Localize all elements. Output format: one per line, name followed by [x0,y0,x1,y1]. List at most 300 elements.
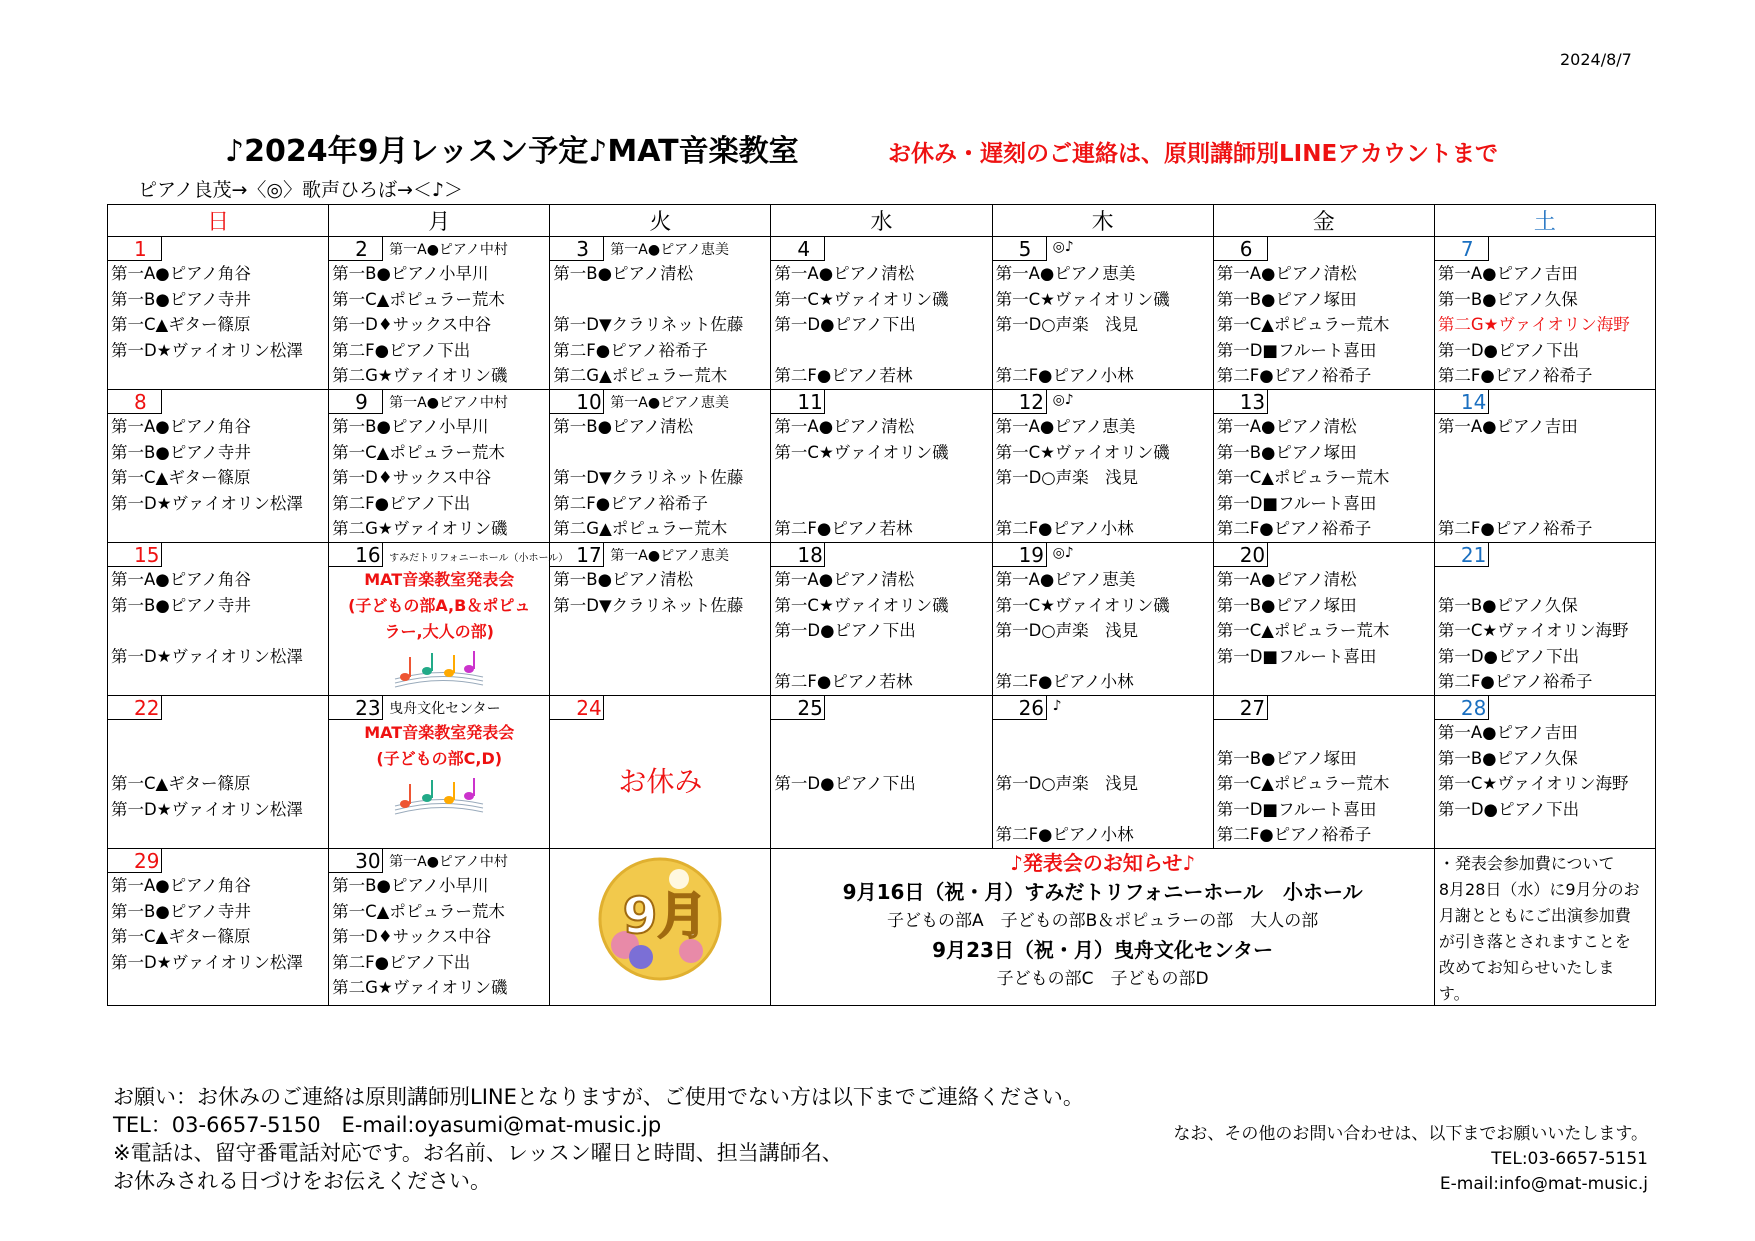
lesson-item: 第一D▼クラリネット佐藤 [553,315,744,334]
day-number: 1 [108,237,162,261]
day-header-note: 第一A●ピアノ恵美 [610,242,729,258]
lesson-item [553,669,770,695]
fee-note-cell [1434,849,1655,1006]
lesson-list [993,414,1213,542]
day-cell-22 [108,696,329,849]
lesson-item: 第一D★ヴァイオリン松澤 [111,646,303,666]
day-cell-body [550,237,770,389]
lesson-item: 第一C▲ギター篠原 [111,468,251,487]
day-number: 6 [1214,237,1268,261]
lesson-item [774,491,991,517]
fee-note-line: す。 [1438,984,1470,1003]
day-header [108,390,328,414]
lesson-item [996,491,1213,517]
day-header [329,543,569,567]
recital-line: MAT音楽教室発表会 [364,723,515,742]
date-stamp: 2024/8/7 [1560,50,1632,69]
lesson-item: 第一C▲ポピュラー荒木 [332,289,505,309]
day-cell-30 [329,849,550,1006]
day-number: 3 [550,237,604,261]
day-header [108,237,328,261]
day-header [329,390,549,414]
day-cell-body [1214,543,1434,695]
lesson-item: 第二F●ピアノ裕希子 [1216,366,1372,385]
lesson-item: 第一D○声楽 浅見 [995,774,1139,793]
lesson-item [111,363,328,389]
lesson-item: 第一D○声楽 浅見 [995,468,1139,487]
day-header-note: 第一A●ピアノ恵美 [610,395,729,411]
day-cell-13 [1213,390,1434,543]
day-header [771,237,991,261]
day-header [329,849,549,873]
lesson-item: 第一B●ピアノ久保 [1437,748,1578,768]
lesson-item [553,618,770,644]
footer-right-line: E-mail:info@mat-music.j [1439,1174,1648,1194]
day-cell-body [329,696,549,848]
day-number: 10 [550,390,604,414]
lesson-item: 第一B●ピアノ寺井 [111,289,251,309]
day-header [993,390,1213,414]
lesson-item [111,975,328,1001]
lesson-item: 第一C★ヴァイオリン磯 [995,442,1170,462]
day-cell-24 [550,696,771,849]
day-cell-27 [1213,696,1434,849]
lesson-item [111,516,328,542]
lesson-item [774,797,991,823]
lesson-item [1438,465,1655,491]
holiday-label: お休み [618,765,703,798]
music-notes-icon [391,649,487,689]
day-header [993,696,1213,720]
lesson-item [996,644,1213,670]
announce-title: ♪発表会のお知らせ♪ [1010,851,1196,875]
lesson-item: 第一C▲ギター篠原 [111,315,251,334]
lesson-list [771,261,991,389]
announce-line: 子どもの部C 子どもの部D [996,969,1209,989]
lesson-item: 第一C★ヴァイオリン海野 [1437,621,1629,640]
september-badge-cell [550,849,771,1006]
announce-wrap [771,849,1433,1001]
week-row [108,390,1656,543]
day-cell-body [108,696,328,848]
lesson-item: 第二G★ヴァイオリン磯 [332,366,508,385]
lesson-item: 第一C▲ポピュラー荒木 [332,442,505,462]
lesson-item: 第一A●ピアノ角谷 [111,264,251,283]
day-number: 4 [771,237,825,261]
lesson-item: 第一D●ピアノ下出 [774,315,916,334]
lesson-list [1435,261,1655,389]
weekday-wed: 水 [771,205,992,237]
day-cell-body [108,390,328,542]
footer-inquiry [1098,1122,1648,1197]
lesson-item: 第一D▼クラリネット佐藤 [553,468,744,487]
announce-line: 9月23日（祝・月）曳舟文化センター [932,938,1274,962]
day-cell-19 [992,543,1213,696]
lesson-list [329,261,549,389]
lesson-item: 第一C▲ポピュラー荒木 [1216,315,1390,334]
lesson-item: 第二F●ピアノ若林 [774,366,913,385]
day-cell-11 [771,390,992,543]
day-number: 8 [108,390,162,414]
lesson-item: 第一D★ヴァイオリン松澤 [111,340,303,360]
lesson-list [550,414,770,542]
lesson-item: 第二F●ピアノ裕希子 [1437,366,1593,385]
day-cell-body [329,390,549,542]
lesson-item: 第一C▲ポピュラー荒木 [332,901,505,921]
day-number: 20 [1214,543,1268,567]
day-header [550,237,770,261]
lesson-item: 第二F●ピアノ下出 [332,952,471,972]
lesson-item: 第二F●ピアノ小林 [995,366,1134,385]
recital-info [329,567,549,645]
day-cell-body [993,390,1213,542]
lesson-item: 第一A●ピアノ清松 [774,264,915,283]
day-number: 14 [1435,390,1489,414]
day-cell-body [550,543,770,695]
lesson-list [771,567,991,695]
day-cell-body [550,696,770,848]
lesson-item: 第一C▲ギター篠原 [111,927,251,946]
day-cell-body [1435,237,1655,389]
lesson-item: 第二F●ピアノ小林 [995,519,1134,538]
lesson-item [996,338,1213,364]
announce-line: 子どもの部A 子どもの部B＆ポピュラーの部 大人の部 [886,911,1319,931]
lesson-item: 第一A●ピアノ角谷 [111,876,251,895]
lesson-item: 第二F●ピアノ若林 [774,519,913,538]
lesson-item: 第一A●ピアノ吉田 [1437,264,1578,283]
weekday-sat: 土 [1434,205,1655,237]
day-cell-12 [992,390,1213,543]
music-notes-icon [391,776,487,816]
day-cell-body [1214,390,1434,542]
day-number: 22 [108,696,162,720]
day-number: 28 [1435,696,1489,720]
day-cell-body [1435,390,1655,542]
lesson-item [774,720,991,746]
day-header [108,696,328,720]
lesson-item [774,644,991,670]
lesson-item: 第一A●ピアノ吉田 [1437,417,1578,436]
day-number: 2 [329,237,383,261]
day-cell-body [993,696,1213,848]
lesson-item [111,618,328,644]
lesson-item: 第二F●ピアノ下出 [332,340,471,360]
recital-info [329,720,549,772]
day-cell-14 [1434,390,1655,543]
lesson-item: 第一B●ピアノ小早川 [332,264,489,283]
lesson-list [1214,720,1434,848]
day-number: 9 [329,390,383,414]
day-cell-body [1214,696,1434,848]
lesson-item [1217,720,1434,746]
lesson-list [1435,414,1655,542]
footer-line: お願い：お休みのご連絡は原則講師別LINEとなりますが、ご使用でない方は以下までご連絡ください。 [113,1085,1084,1109]
lesson-list [108,873,328,1001]
lesson-item [1438,567,1655,593]
day-header-note: すみだトリフォニーホール（小ホール） [389,553,569,564]
lesson-item: 第二F●ピアノ若林 [774,672,913,691]
lesson-item: 第一D▼クラリネット佐藤 [553,595,744,615]
weekday-tue: 火 [550,205,771,237]
lesson-item: 第一B●ピアノ清松 [553,417,694,436]
lesson-item [774,746,991,772]
day-number: 19 [993,543,1047,567]
day-cell-21 [1434,543,1655,696]
lesson-item [111,669,328,695]
day-number: 15 [108,543,162,567]
day-cell-6 [1213,237,1434,390]
lesson-item [111,822,328,848]
lesson-item: 第一B●ピアノ塚田 [1216,442,1357,462]
lesson-list [993,720,1213,848]
lesson-list [550,261,770,389]
weekday-sun: 日 [108,205,329,237]
lesson-item: 第一D★ヴァイオリン松澤 [111,952,303,972]
day-number: 21 [1435,543,1489,567]
recital-line: ラー,大人の部) [384,622,494,641]
day-cell-25 [771,696,992,849]
footer-right-line: なお、その他のお問い合わせは、以下までお願いいたします。 [1173,1124,1648,1144]
lesson-list [993,567,1213,695]
lesson-item: 第一C★ヴァイオリン磯 [774,289,949,309]
day-cell-body [1435,696,1655,848]
lesson-item: 第一C▲ポピュラー荒木 [1216,468,1390,487]
lesson-item [996,720,1213,746]
lesson-item [1217,669,1434,695]
day-header [1214,543,1434,567]
contact-notice: お休み・遅刻のご連絡は、原則講師別LINEアカウントまで [888,141,1498,167]
lesson-item: 第一C★ヴァイオリン磯 [995,289,1170,309]
day-cell-body [993,237,1213,389]
lesson-list [1214,414,1434,542]
lesson-item: 第一D●ピアノ下出 [774,774,916,793]
lesson-list [1214,567,1434,695]
lesson-item: 第一A●ピアノ清松 [1216,570,1357,589]
lesson-item: 第一B●ピアノ塚田 [1216,289,1357,309]
lesson-list [108,720,328,848]
lesson-item: 第一D○声楽 浅見 [995,621,1139,640]
day-cell-body [329,849,549,1001]
day-cell-17 [550,543,771,696]
lesson-list [1435,567,1655,695]
day-number: 30 [329,849,383,873]
weekday-fri: 金 [1213,205,1434,237]
lesson-list [329,873,549,1001]
lesson-item: 第一B●ピアノ寺井 [111,595,251,615]
lesson-item: 第一C★ヴァイオリン磯 [774,595,949,615]
badge-wrap [550,853,770,1005]
day-header-note: ◎♪ [1052,392,1074,408]
day-cell-28 [1434,696,1655,849]
lesson-item: 第一C▲ポピュラー荒木 [1216,774,1390,793]
day-cell-1 [108,237,329,390]
day-header [1214,237,1434,261]
lesson-item: 第一D■フルート喜田 [1216,340,1377,360]
lesson-item [111,720,328,746]
lesson-item [774,465,991,491]
day-cell-body [108,543,328,695]
recital-line: (子どもの部A,B＆ポピュ [348,596,531,615]
day-cell-body [771,543,991,695]
lesson-item: 第一A●ピアノ角谷 [111,417,251,436]
day-cell-16 [329,543,569,696]
day-cell-body [1435,543,1655,695]
lesson-item: 第二G★ヴァイオリン磯 [332,519,508,538]
page-title: ♪2024年9月レッスン予定♪MAT音楽教室 [225,134,799,169]
day-number: 13 [1214,390,1268,414]
lesson-item: 第一D♦サックス中谷 [332,927,492,946]
day-header [1214,390,1434,414]
day-number: 5 [993,237,1047,261]
lesson-list [1435,720,1655,848]
lesson-item: 第二G▲ポピュラー荒木 [553,519,728,538]
lesson-item: 第一A●ピアノ恵美 [995,264,1136,283]
lesson-list [771,720,991,848]
lesson-item: 第二F●ピアノ裕希子 [1216,519,1372,538]
day-cell-23 [329,696,550,849]
day-cell-9 [329,390,550,543]
day-header-note: 曳舟文化センター [389,701,501,717]
day-cell-body [1214,237,1434,389]
symbol-legend: ピアノ良茂→〈◎〉歌声ひろば→＜♪＞ [138,179,464,201]
day-cell-body [771,237,991,389]
lesson-item: 第一B●ピアノ小早川 [332,876,489,895]
lesson-item: 第一D♦サックス中谷 [332,468,492,487]
day-header [1435,390,1655,414]
day-cell-body [108,849,328,1001]
day-header-note: ◎♪ [1052,239,1074,255]
lesson-item: 第二F●ピアノ裕希子 [1437,672,1593,691]
day-number: 27 [1214,696,1268,720]
weekday-thu: 木 [992,205,1213,237]
lesson-item: 第一D●ピアノ下出 [774,621,916,640]
day-header [1435,696,1655,720]
day-cell-5 [992,237,1213,390]
day-cell-4 [771,237,992,390]
lesson-item: 第一A●ピアノ清松 [1216,417,1357,436]
recital-line: MAT音楽教室発表会 [364,570,515,589]
recital-announcement [771,849,1434,1006]
lesson-item: 第一B●ピアノ寺井 [111,901,251,921]
badge-text: 9月 [622,887,708,945]
fee-note-line: 改めてお知らせいたしま [1438,958,1615,977]
lesson-item: 第一A●ピアノ清松 [774,570,915,589]
lesson-item: 第一B●ピアノ久保 [1437,289,1578,309]
lesson-item: 第一C★ヴァイオリン磯 [995,595,1170,615]
day-header-note: 第一A●ピアノ中村 [389,242,508,258]
lesson-list [329,414,549,542]
lesson-item [553,287,770,313]
day-cell-2 [329,237,550,390]
lesson-item: 第一C▲ポピュラー荒木 [1216,621,1390,640]
lesson-item: 第二F●ピアノ下出 [332,493,471,513]
day-cell-body [329,237,549,389]
day-cell-8 [108,390,329,543]
day-cell-body [108,237,328,389]
day-cell-body [771,696,991,848]
lesson-item: 第一A●ピアノ恵美 [995,570,1136,589]
footer-line: お休みされる日づけをお伝えください。 [113,1169,491,1193]
lesson-item: 第二F●ピアノ裕希子 [553,340,708,360]
day-header [550,390,770,414]
day-cell-29 [108,849,329,1006]
week-row [108,543,1656,696]
lesson-item: 第一A●ピアノ吉田 [1437,723,1578,742]
day-cell-18 [771,543,992,696]
fee-note-line: 月謝とともにご出演参加費 [1438,906,1631,925]
day-header [771,390,991,414]
lesson-item: 第一B●ピアノ清松 [553,570,694,589]
recital-line: (子どもの部C,D) [376,749,503,768]
lesson-item: 第一B●ピアノ寺井 [111,442,251,462]
september-badge-icon [595,853,725,981]
lesson-item: 第一D■フルート喜田 [1216,646,1377,666]
footer-right-line: TEL:03-6657-5151 [1491,1149,1648,1169]
day-cell-body [329,543,569,695]
day-cell-body [550,390,770,542]
weekday-header-row [108,205,1656,237]
lesson-item [1438,440,1655,466]
lesson-item: 第一D★ヴァイオリン松澤 [111,493,303,513]
lesson-item: 第二G★ヴァイオリン磯 [332,978,508,997]
day-header-note: ♪ [1052,698,1062,714]
fee-note [1435,849,1655,1005]
lesson-item: 第一C▲ギター篠原 [111,774,251,793]
lesson-item [1438,822,1655,848]
lesson-item: 第一A●ピアノ清松 [774,417,915,436]
lesson-calendar [107,204,1656,1006]
lesson-item: 第二F●ピアノ裕希子 [1437,519,1593,538]
lesson-item: 第二F●ピアノ裕希子 [1216,825,1372,844]
lesson-item: 第一C★ヴァイオリン海野 [1437,774,1629,793]
day-cell-body [771,390,991,542]
day-header [771,696,991,720]
lesson-item: 第一D■フルート喜田 [1216,493,1377,513]
lesson-item: 第一A●ピアノ角谷 [111,570,251,589]
lesson-list [550,567,770,695]
day-header [329,237,549,261]
footer-line: ※電話は、留守番電話対応です。お名前、レッスン曜日と時間、担当講師名、 [113,1141,843,1165]
day-header-note: 第一A●ピアノ恵美 [610,548,729,564]
footer-line: TEL：03-6657-5150 E-mail:oyasumi@mat-music.jp [113,1113,662,1137]
lesson-list [771,414,991,542]
day-cell-body [993,543,1213,695]
lesson-item [111,746,328,772]
lesson-item: 第一D●ピアノ下出 [1437,646,1580,666]
day-header [993,543,1213,567]
day-header [1435,543,1655,567]
lesson-item: 第一D○声楽 浅見 [995,315,1139,334]
day-cell-15 [108,543,329,696]
day-header [108,849,328,873]
lesson-item: 第一A●ピアノ恵美 [995,417,1136,436]
day-cell-7 [1434,237,1655,390]
lesson-item: 第一D★ヴァイオリン松澤 [111,799,303,819]
day-number: 26 [993,696,1047,720]
week-row [108,237,1656,390]
lesson-item: 第二G★ヴァイオリン海野 [1437,315,1630,334]
fee-note-line: 8月28日（水）に9月分のお [1438,880,1640,899]
lesson-item: 第一D♦サックス中谷 [332,315,492,334]
day-number: 7 [1435,237,1489,261]
day-cell-10 [550,390,771,543]
lesson-item: 第二F●ピアノ裕希子 [553,493,708,513]
week-row [108,849,1656,1006]
lesson-item: 第二F●ピアノ小林 [995,672,1134,691]
day-cell-20 [1213,543,1434,696]
day-cell-3 [550,237,771,390]
lesson-list [108,414,328,542]
